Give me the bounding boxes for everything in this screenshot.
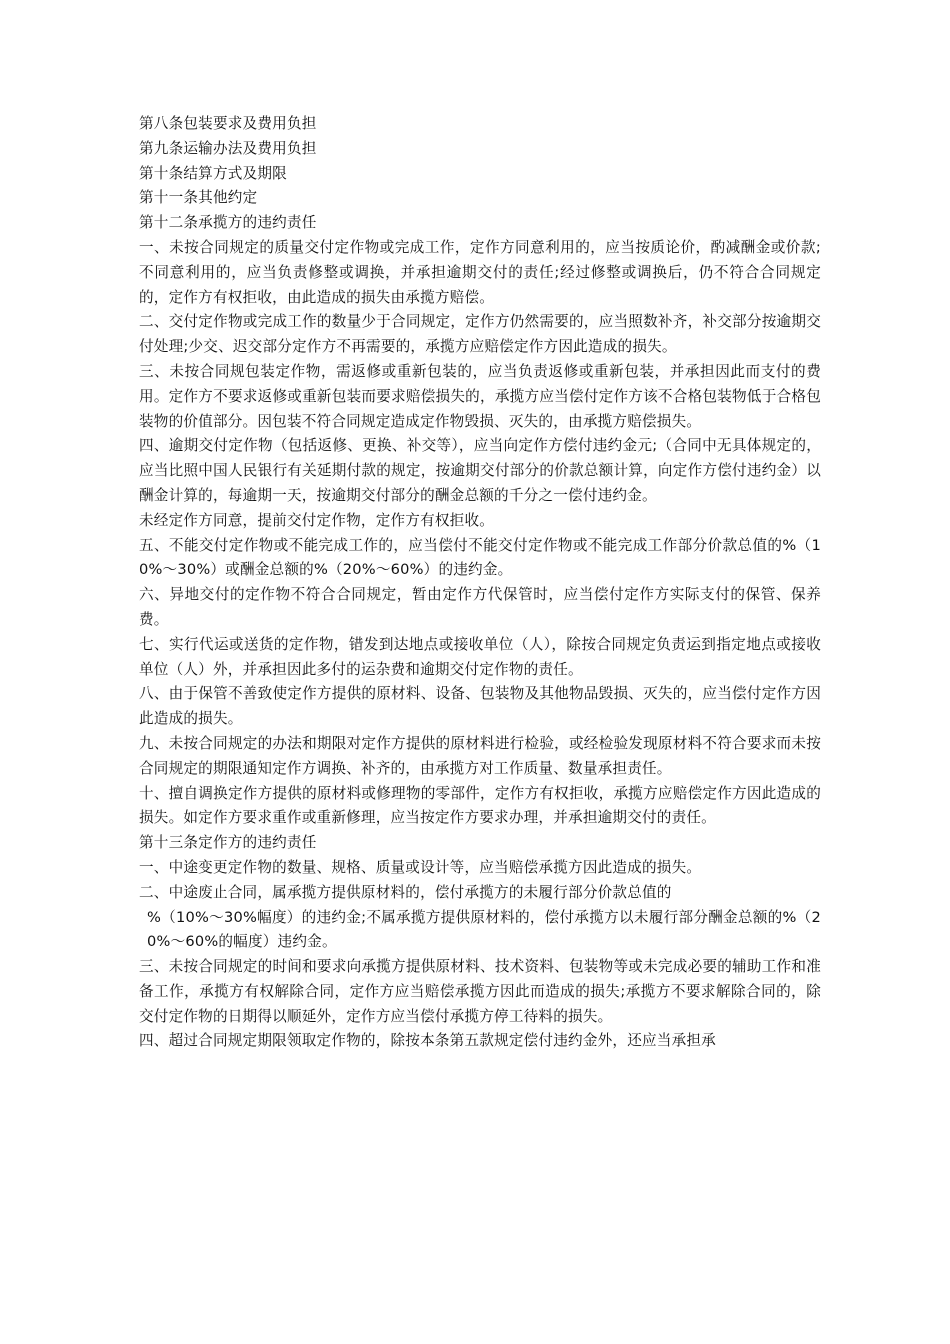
clause-heading-12: 第十二条承揽方的违约责任: [139, 214, 317, 232]
clause-13-item-2: 二、中途废止合同，属承揽方提供原材料的，偿付承揽方的未履行部分价款总值的: [139, 883, 672, 901]
clause-12-item-2: 二、交付定作物或完成工作的数量少于合同规定，定作方仍然需要的，应当照数补齐，补交部分按逾期交付处理;少交、迟交部分定作方不再需要的，承揽方应赔偿定作方因此造成的损失。: [139, 313, 821, 356]
clause-12-item-7: 七、实行代运或送货的定作物，错发到达地点或接收单位（人），除按合同规定负责运到指定地点或接收单位（人）外，并承担因此多付的运杂费和逾期交付定作物的责任。: [139, 635, 821, 678]
clause-heading-9: 第九条运输办法及费用负担: [139, 139, 317, 157]
clause-12-item-10: 十、擅自调换定作方提供的原材料或修理物的零部件，定作方有权拒收，承揽方应赔偿定作方因此造成的损失。如定作方要求重作或重新修理，应当按定作方要求办理，并承担逾期交付的责任。: [139, 784, 821, 827]
clause-heading-11: 第十一条其他约定: [139, 189, 258, 207]
clause-heading-8: 第八条包装要求及费用负担: [139, 115, 317, 132]
clause-12-item-3: 三、未按合同规包装定作物，需返修或重新包装的，应当负责返修或重新包装，并承担因此而支付的费用。定作方不要求返修或重新包装而要求赔偿损失的，承揽方应当偿付定作方该不合格包装物低于合格包装物的价值部分。因包装不符合同规定造成定作物毁损、灭失的，由承揽方赔偿损失。: [139, 362, 821, 430]
clause-heading-13: 第十三条定作方的违约责任: [139, 834, 317, 852]
clause-12-item-4: 四、逾期交付定作物（包括返修、更换、补交等），应当向定作方偿付违约金元;（合同中无具体规定的，应当比照中国人民银行有关延期付款的规定，按逾期交付部分的价款总额计算，向定作方偿付违约金）以酬金计算的，每逾期一天，按逾期交付部分的酬金总额的千分之一偿付违约金。: [139, 437, 821, 504]
clause-13-item-4: 四、超过合同规定期限领取定作物的，除按本条第五款规定偿付违约金外，还应当承担承: [139, 1032, 716, 1050]
clause-13-item-3: 三、未按合同规定的时间和要求向承揽方提供原材料、技术资料、包装物等或未完成必要的辅助工作和准备工作，承揽方有权解除合同，定作方应当赔偿承揽方因此而造成的损失;承揽方不要求解除合同的，除交付定作物的日期得以顺延外，定作方应当偿付承揽方停工待料的损失。: [139, 958, 821, 1025]
clause-13-item-1: 一、中途变更定作物的数量、规格、质量或设计等，应当赔偿承揽方因此造成的损失。: [139, 858, 702, 876]
clause-12-item-8: 八、由于保管不善致使定作方提供的原材料、设备、包装物及其他物品毁损、灭失的，应当偿付定作方因此造成的损失。: [139, 685, 821, 728]
document-page: [139, 112, 821, 1054]
clause-12-item-9: 九、未按合同规定的办法和期限对定作方提供的原材料进行检验，或经检验发现原材料不符合要求而未按合同规定的期限通知定作方调换、补齐的，由承揽方对工作质量、数量承担责任。: [139, 734, 821, 777]
clause-heading-10: 第十条结算方式及期限: [139, 164, 287, 182]
clause-12-item-6: 六、异地交付的定作物不符合合同规定，暂由定作方代保管时，应当偿付定作方实际支付的保管、保养费。: [139, 586, 821, 628]
clause-13-item-2-cont: %（10%～30%幅度）的违约金;不属承揽方提供原材料的，偿付承揽方以未履行部分酬金总额的%（20%～60%的幅度）违约金。: [147, 908, 821, 951]
clause-12-item-1: 一、未按合同规定的质量交付定作物或完成工作，定作方同意利用的，应当按质论价，酌减酬金或价款;不同意利用的，应当负责修整或调换，并承担逾期交付的责任;经过修整或调换后，仍不符合合同规定的，定作方有权拒收，由此造成的损失由承揽方赔偿。: [139, 238, 821, 306]
clause-12-item-5: 五、不能交付定作物或不能完成工作的，应当偿付不能交付定作物或不能完成工作部分价款总值的%（10%～30%）或酬金总额的%（20%～60%）的违约金。: [139, 536, 821, 579]
clause-12-item-4-note: 未经定作方同意，提前交付定作物，定作方有权拒收。: [139, 511, 495, 529]
